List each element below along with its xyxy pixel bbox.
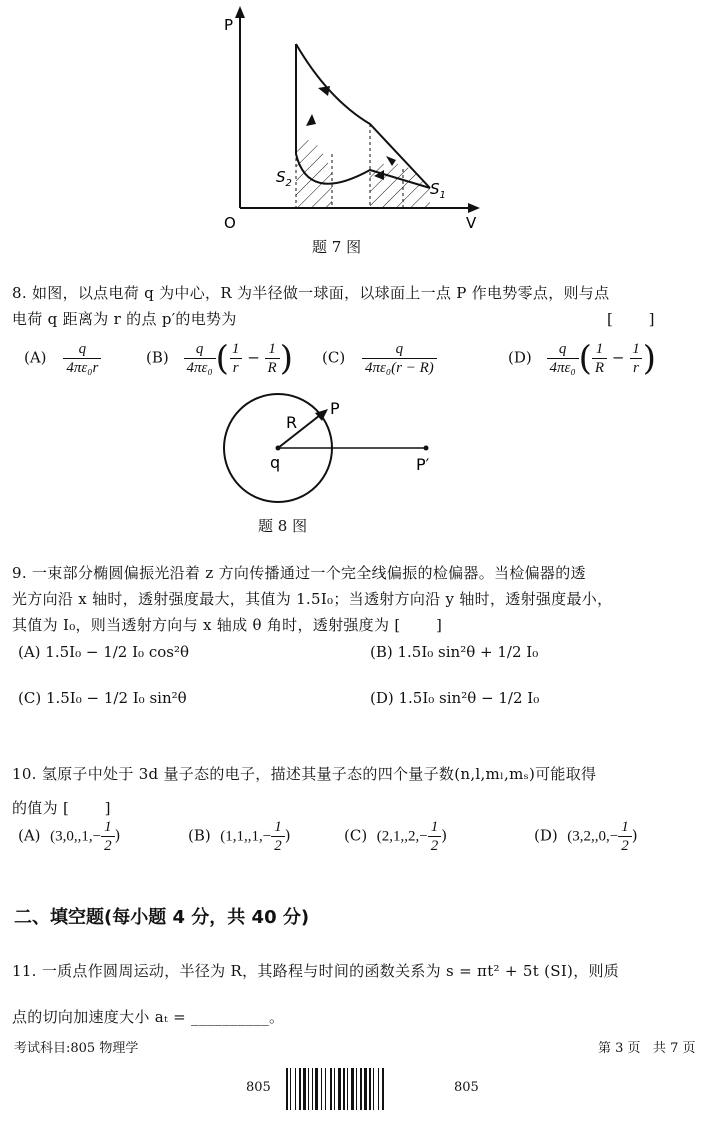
p-prime-dot	[424, 446, 429, 451]
q10-option-a[interactable]: (A) (3,0,,1,− $\frac{1}{2}$ )	[18, 819, 121, 854]
barcode-bar	[308, 1068, 309, 1110]
q10-line-2: 的值为 [ ]	[12, 799, 111, 817]
p-axis-label: P	[224, 16, 234, 34]
fig8-q-label: q	[270, 453, 281, 472]
q9-option-d[interactable]: (D) 1.5I₀ sin²θ − 1/2 I₀	[370, 689, 540, 707]
hatched-region-left	[296, 140, 332, 208]
barcode-bar	[369, 1068, 371, 1110]
q8-option-d[interactable]: (D) $\frac{q}{\text{4πε₀}}$ ( $\frac{1}{R}$ − $\frac{1}{r}$ )	[508, 338, 656, 379]
figure-7	[218, 4, 498, 234]
barcode-bar	[356, 1068, 357, 1110]
s1-label: $S_1$	[430, 180, 446, 201]
barcode-bar	[325, 1068, 326, 1110]
q8-line-1: 8. 如图，以点电荷 q 为中心，R 为半径做一球面，以球面上一点 P 作电势零点，则与点	[12, 284, 610, 302]
s2-label: $S_2$	[276, 168, 292, 189]
q9-option-b[interactable]: (B) 1.5I₀ sin²θ + 1/2 I₀	[370, 643, 539, 661]
flow-arrow-2	[306, 114, 316, 126]
q8-option-b[interactable]: (B) $\frac{q}{\text{4πε₀}}$ ( $\frac{1}{r}$ − $\frac{1}{R}$ )	[146, 338, 293, 379]
q9-line-3: 其值为 I₀，则当透射方向与 x 轴成 θ 角时，透射强度为 [ ]	[12, 616, 443, 634]
barcode-bar	[303, 1068, 306, 1110]
q8-answer-bracket: [ ]	[607, 310, 655, 328]
barcode-bar	[360, 1068, 362, 1110]
q10-option-c[interactable]: (C) (2,1,,2,− $\frac{1}{2}$ )	[344, 819, 448, 854]
barcode-bar	[338, 1068, 341, 1110]
question-11	[12, 948, 717, 1040]
barcode-bar	[299, 1068, 301, 1110]
q9-option-a[interactable]: (A) 1.5I₀ − 1/2 I₀ cos²θ	[18, 643, 189, 661]
q10-line-1: 10. 氢原子中处于 3d 量子态的电子，描述其量子态的四个量子数(n,l,mₗ,mₛ)可能取得	[12, 765, 597, 783]
fig8-p-label: P	[330, 399, 340, 418]
barcode-bar	[382, 1068, 384, 1110]
q9-line-2: 光方向沿 x 轴时，透射强度最大，其值为 1.5I₀；当透射方向沿 y 轴时，透射强度最小，	[12, 590, 613, 608]
v-axis-label: V	[466, 214, 477, 232]
barcode-bar	[286, 1068, 288, 1110]
section-2-title: 二、填空题(每小题 4 分，共 40 分)	[14, 907, 310, 928]
barcode-bar	[334, 1068, 335, 1110]
p-axis-arrow	[235, 6, 245, 18]
question-10	[12, 757, 717, 825]
q11-line-1: 11. 一质点作圆周运动，半径为 R，其路程与时间的函数关系为 s = πt² + 5t (SI)，则质	[12, 962, 620, 980]
origin-label: O	[224, 214, 236, 232]
barcode-bar	[373, 1068, 374, 1110]
figure-7-caption: 题 7 图	[312, 238, 362, 256]
v-axis-arrow	[468, 203, 480, 213]
barcode-bar	[330, 1068, 332, 1110]
q8-option-c[interactable]: (C) $\frac{q}{\text{4πε₀(r − R)}}$	[322, 340, 437, 377]
figure-8	[220, 390, 450, 510]
barcode-label-left: 805	[246, 1080, 271, 1095]
charge-dot	[276, 446, 281, 451]
barcode-bar	[364, 1068, 367, 1110]
fig8-r-label: R	[286, 413, 298, 432]
radius-line	[278, 412, 324, 448]
footer-page-number: 第 3 页 共 7 页	[598, 1041, 696, 1056]
q11-line-2: 点的切向加速度大小 aₜ = __________。	[12, 1008, 285, 1026]
barcode-bar	[351, 1068, 354, 1110]
barcode-bar	[315, 1068, 318, 1110]
barcode-bar	[295, 1068, 296, 1110]
barcode-label-right: 805	[454, 1080, 479, 1095]
q10-option-b[interactable]: (B) (1,1,,1,− $\frac{1}{2}$ )	[188, 819, 291, 854]
q9-line-1: 9. 一束部分椭圆偏振光沿着 z 方向传播通过一个完全线偏振的检偏器。当检偏器的透	[12, 564, 586, 582]
q8-option-a[interactable]: (A) $\frac{q}{\text{4πε₀r}}$	[24, 340, 101, 377]
q9-option-c[interactable]: (C) 1.5I₀ − 1/2 I₀ sin²θ	[18, 689, 187, 707]
barcode	[286, 1068, 438, 1110]
q10-option-d[interactable]: (D) (3,2,,0,− $\frac{1}{2}$ )	[534, 819, 638, 854]
q8-line-2: 电荷 q 距离为 r 的点 p′的电势为 [ ]	[12, 306, 717, 332]
question-9	[12, 560, 717, 638]
barcode-bar	[312, 1068, 313, 1110]
barcode-bar	[321, 1068, 322, 1110]
barcode-bar	[290, 1068, 291, 1110]
flow-arrow-1	[318, 86, 330, 96]
question-8	[12, 280, 717, 332]
footer-subject: 考试科目:805 物理学	[14, 1041, 139, 1056]
barcode-bar	[343, 1068, 345, 1110]
fig8-p-prime-label: P′	[416, 455, 430, 474]
barcode-bar	[378, 1068, 379, 1110]
barcode-bar	[347, 1068, 348, 1110]
figure-8-caption: 题 8 图	[258, 517, 308, 535]
